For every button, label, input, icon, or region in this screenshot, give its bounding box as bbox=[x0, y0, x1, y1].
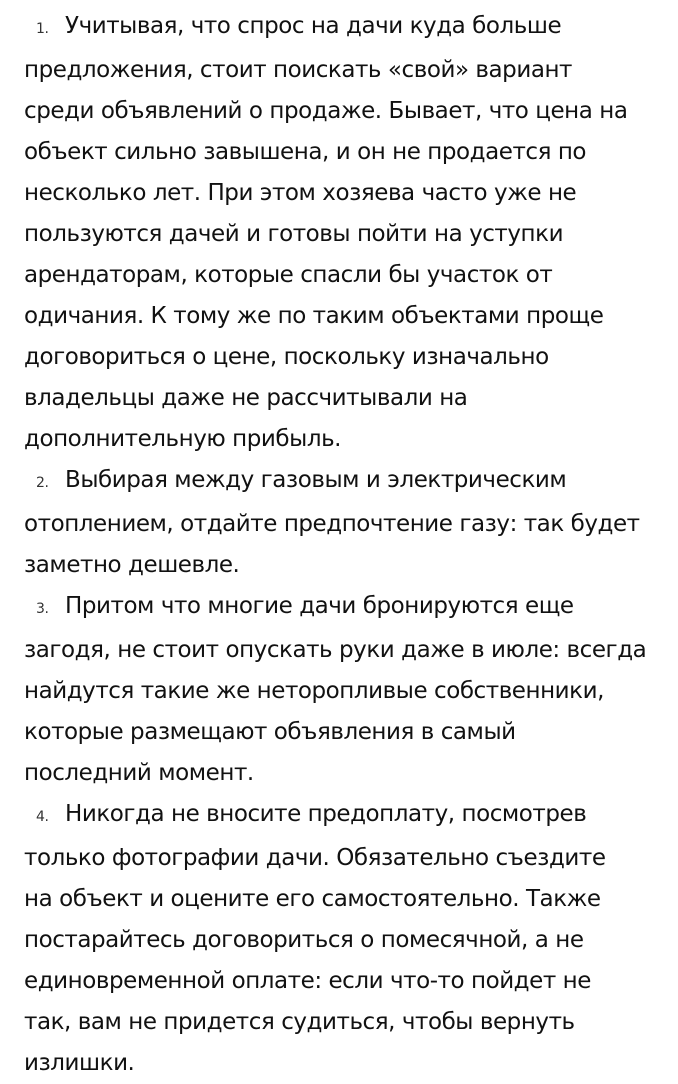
list-item-number: 2. bbox=[36, 475, 49, 491]
list-item-number: 4. bbox=[36, 809, 49, 825]
list-item-text: Притом что многие дачи бронируются еще загодя, не стоит опускать руки даже в июле: всегда найдутся такие же неторопливые собственники, которые размещают объявления в самый последний момент. bbox=[24, 593, 647, 786]
list-item bbox=[24, 6, 672, 460]
list-item bbox=[24, 460, 672, 586]
list-item bbox=[24, 586, 672, 794]
list-item-text: Никогда не вносите предоплату, посмотрев только фотографии дачи. Обязательно съездите на объект и оцените его самостоятельно. Также постарайтесь договориться о помесячной, а не единовременной оплате: если что-то пойдет не так, вам не придется судиться, чтобы вернуть излишки. bbox=[24, 801, 606, 1076]
list-item bbox=[24, 794, 672, 1084]
list-item-text: Выбирая между газовым и электрическим отоплением, отдайте предпочтение газу: так будет заметно дешевле. bbox=[24, 467, 640, 578]
list-item-text: Учитывая, что спрос на дачи куда больше предложения, стоит поискать «свой» вариант среди объявлений о продаже. Бывает, что цена на объект сильно завышена, и он не продается по несколько лет. При этом хозяева часто уже не пользуются дачей и готовы пойти на уступки арендаторам, которые спасли бы участок от одичания. К тому же по таким объектами проще договориться о цене, поскольку изначально владельцы даже не рассчитывали на дополнительную прибыль. bbox=[24, 13, 628, 452]
list-item-number: 1. bbox=[36, 21, 49, 37]
list-item-number: 3. bbox=[36, 601, 49, 617]
tips-list bbox=[24, 6, 672, 1084]
